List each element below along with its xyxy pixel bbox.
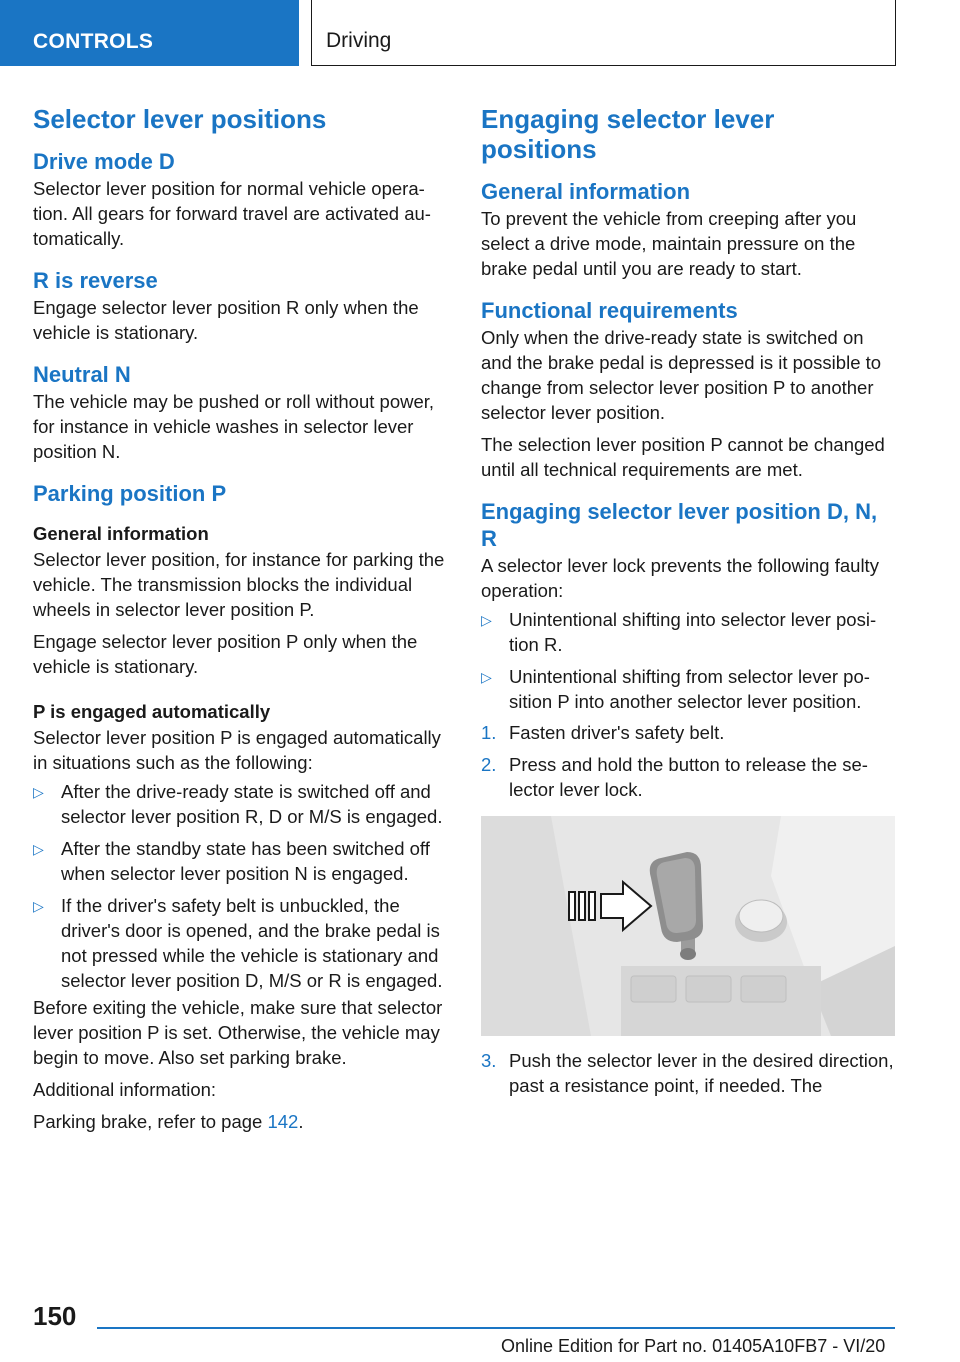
step-number: 2. xyxy=(481,754,497,775)
heading-drive: Drive mode D xyxy=(33,149,175,174)
section-tab-label: CONTROLS xyxy=(33,30,154,53)
heading-neutral: Neutral N xyxy=(33,362,131,387)
step-item: 3. Push the selector lever in the desired direction, past a resistance point, if needed. The xyxy=(481,1050,894,1096)
triangle-bullet-icon: ▷ xyxy=(33,841,44,857)
heading-functional: Functional requirements xyxy=(481,298,738,323)
list-item: ▷ Unintentional shifting from selector lever position P into another selector lever position. xyxy=(481,666,870,712)
text-neutral: The vehicle may be pushed or roll without power, for instance in vehicle washes in selector lever position N. xyxy=(33,391,435,462)
step-number: 1. xyxy=(481,722,497,743)
step-item: 1. Fasten driver's safety belt. xyxy=(481,722,725,743)
text-reverse: Engage selector lever position R only when the vehicle is stationary. xyxy=(33,297,419,343)
triangle-bullet-icon: ▷ xyxy=(33,898,44,914)
engaging-bullet-list xyxy=(481,607,895,714)
chapter-label: Driving xyxy=(326,29,392,52)
heading-parking: Parking position P xyxy=(33,481,227,506)
heading-reverse: R is reverse xyxy=(33,268,158,293)
page-link-142[interactable]: 142 xyxy=(267,1111,299,1132)
heading-engaging: Engaging selector lever position D, N, R xyxy=(481,499,878,551)
text-auto: Selector lever position P is engaged automatically in situations such as the following: xyxy=(33,727,441,773)
steps-list xyxy=(481,720,895,802)
list-item: ▷ Unintentional shifting into selector lever position R. xyxy=(481,609,877,655)
step-item: 2. Press and hold the button to release the selector lever lock. xyxy=(481,754,868,800)
page-title-right: Engaging selector lever positions xyxy=(481,104,775,164)
text-drive: Selector lever position for normal vehicle operation. All gears for forward travel are activated automatically. xyxy=(33,178,431,249)
right-column xyxy=(481,100,895,1105)
left-column xyxy=(33,100,451,1134)
selector-lever-illustration xyxy=(481,816,895,1036)
text-reference: Parking brake, refer to page 142. xyxy=(33,1111,304,1132)
section-tab xyxy=(0,0,299,66)
list-item: ▷ After the drive-ready state is switched off and selector lever position R, D or M/S is engaged. xyxy=(33,781,443,827)
step-number: 3. xyxy=(481,1050,497,1071)
text-parking-general: Selector lever position, for instance for parking the vehicle. The transmission blocks the individual wheels in selector lever position P. xyxy=(33,549,445,620)
subheading-auto: P is engaged automatically xyxy=(33,701,271,722)
edition-note: Online Edition for Part no. 01405A10FB7 - VI/20 xyxy=(501,1336,886,1356)
selector-lever-photo xyxy=(481,816,895,1036)
list-item: ▷ After the standby state has been switched off when selector lever position N is engaged. xyxy=(33,838,430,884)
page-title-left: Selector lever positions xyxy=(33,104,327,134)
chapter-header xyxy=(311,0,896,66)
page-number: 150 xyxy=(33,1301,77,1331)
text-general-right: To prevent the vehicle from creeping after you select a drive mode, maintain pressure on the brake pedal until you are ready to start. xyxy=(481,208,857,279)
auto-bullet-list xyxy=(33,779,451,993)
triangle-bullet-icon: ▷ xyxy=(481,612,492,628)
text-functional-2: The selection lever position P cannot be changed until all technical requirements are met. xyxy=(481,434,885,480)
steps-list-continued xyxy=(481,1048,895,1098)
text-engaging: A selector lever lock prevents the following faulty operation: xyxy=(481,555,879,601)
footer-rule xyxy=(97,1327,895,1329)
triangle-bullet-icon: ▷ xyxy=(33,784,44,800)
text-functional: Only when the drive-ready state is switched on and the brake pedal is depressed is it possible to change from selector lever position P to another selector lever position. xyxy=(481,327,882,423)
text-parking-general-2: Engage selector lever position P only when the vehicle is stationary. xyxy=(33,631,418,677)
heading-general-right: General information xyxy=(481,179,691,204)
list-item: ▷ If the driver's safety belt is unbuckled, the driver's door is opened, and the brake pedal is not pressed while the vehicle is stationary and selector lever position D, M/S or R is engaged. xyxy=(33,895,443,991)
triangle-bullet-icon: ▷ xyxy=(481,669,492,685)
text-exit: Before exiting the vehicle, make sure that selector lever position P is set. Otherwise, the vehicle may begin to move. Also set parking brake. xyxy=(33,997,443,1068)
text-additional: Additional information: xyxy=(33,1079,217,1100)
subheading-general-left: General information xyxy=(33,523,209,544)
